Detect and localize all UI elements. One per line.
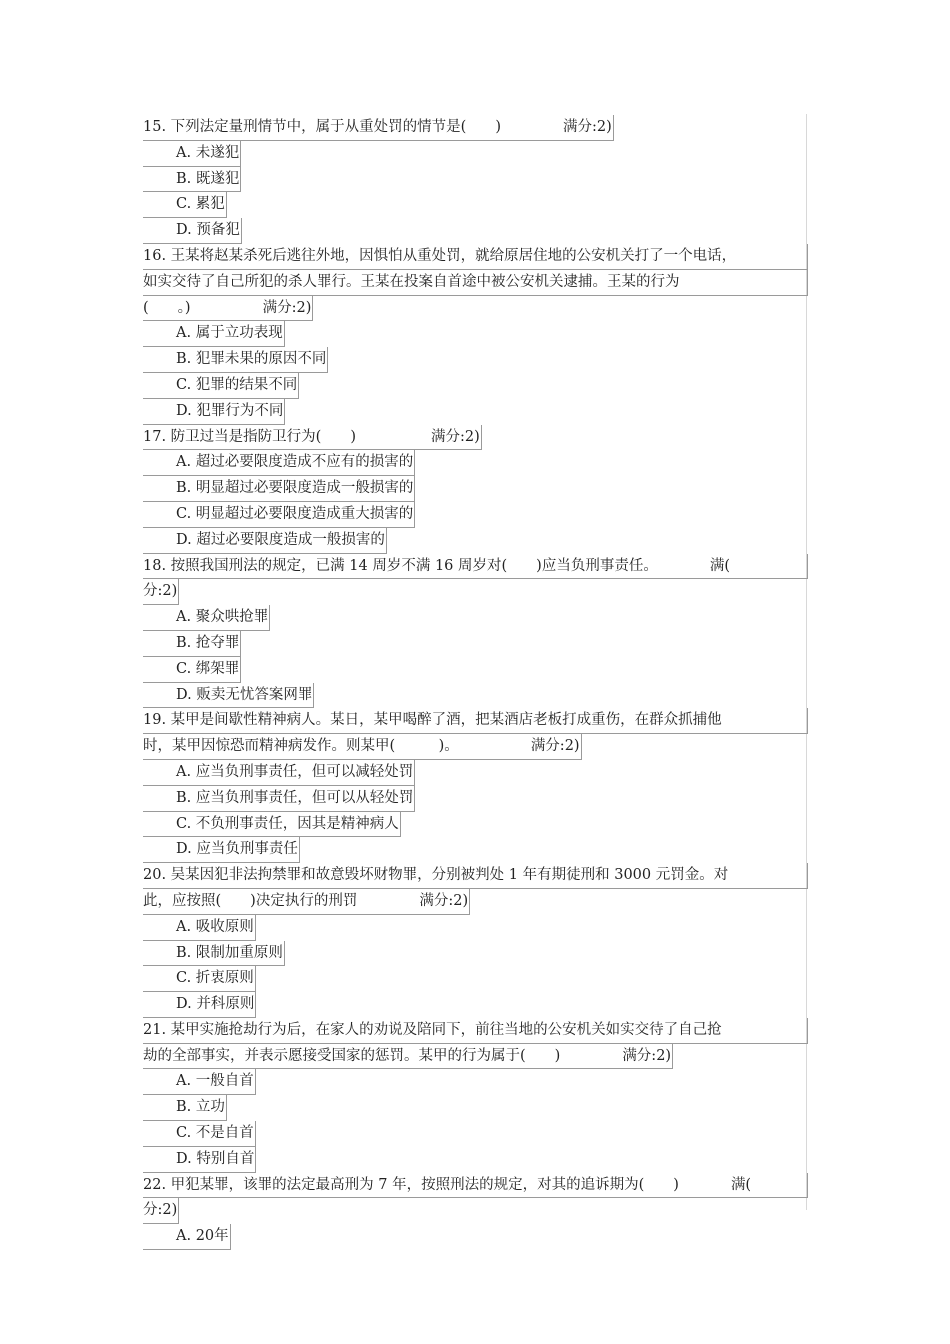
- question-list: [143, 115, 808, 1250]
- question-20: [143, 863, 808, 915]
- question-16: [143, 244, 808, 321]
- question-21: [143, 1018, 808, 1070]
- question-18: [143, 554, 808, 606]
- score-label: 满(: [709, 557, 730, 574]
- question-text-line-2: 如实交待了自己所犯的杀人罪行。王某在投案自首途中被公安机关逮捕。王某的行为: [143, 270, 808, 296]
- option-d[interactable]: D. 犯罪行为不同: [143, 399, 808, 425]
- score-label: 满分:2): [530, 738, 580, 755]
- question-text-line-1: 19. 某甲是间歇性精神病人。某日，某甲喝醉了酒，把某酒店老板打成重伤，在群众抓捕他: [143, 708, 808, 734]
- option-d[interactable]: D. 预备犯: [143, 218, 808, 244]
- option-c[interactable]: C. 犯罪的结果不同: [143, 373, 808, 399]
- question-text-line-2: 劫的全部事实，并表示愿接受国家的惩罚。某甲的行为属于( ) 满分:2): [143, 1044, 673, 1070]
- score-label: 满分:2): [430, 428, 480, 445]
- option-b[interactable]: B. 明显超过必要限度造成一般损害的: [143, 476, 808, 502]
- question-text-line-2: 分:2): [143, 1198, 179, 1224]
- option-a[interactable]: A. 聚众哄抢罪: [143, 605, 808, 631]
- option-c[interactable]: C. 绑架罪: [143, 657, 808, 683]
- score-label: 满分:2): [622, 1047, 672, 1064]
- question-22: [143, 1173, 808, 1225]
- option-c[interactable]: C. 不是自首: [143, 1121, 808, 1147]
- question-19: [143, 708, 808, 760]
- option-b[interactable]: B. 立功: [143, 1095, 808, 1121]
- option-c[interactable]: C. 累犯: [143, 192, 808, 218]
- option-c[interactable]: C. 折衷原则: [143, 966, 808, 992]
- score-label: 满(: [730, 1176, 752, 1193]
- option-c[interactable]: C. 不负刑事责任，因其是精神病人: [143, 812, 808, 838]
- score-label: 满分:2): [262, 299, 312, 316]
- question-text-line-2: 分:2): [143, 579, 179, 605]
- question-text-line-1: 16. 王某将赵某杀死后逃往外地，因惧怕从重处罚，就给原居住地的公安机关打了一个电话，: [143, 244, 808, 270]
- option-b[interactable]: B. 限制加重原则: [143, 941, 808, 967]
- option-a[interactable]: A. 应当负刑事责任，但可以减轻处罚: [143, 760, 808, 786]
- option-d[interactable]: D. 并科原则: [143, 992, 808, 1018]
- question-text-line-1: 21. 某甲实施抢劫行为后，在家人的劝说及陪同下，前往当地的公安机关如实交待了自己抢: [143, 1018, 808, 1044]
- question-15: [143, 115, 808, 141]
- question-text-line-2: 此，应按照( )决定执行的刑罚 满分:2): [143, 889, 470, 915]
- question-17: [143, 425, 808, 451]
- question-text: 15. 下列法定量刑情节中，属于从重处罚的情节是( ) 满分:2): [143, 115, 614, 141]
- option-d[interactable]: D. 应当负刑事责任: [143, 837, 808, 863]
- option-b[interactable]: B. 抢夺罪: [143, 631, 808, 657]
- option-b[interactable]: B. 应当负刑事责任，但可以从轻处罚: [143, 786, 808, 812]
- score-label: 满分:2): [562, 119, 612, 135]
- option-c[interactable]: C. 明显超过必要限度造成重大损害的: [143, 502, 808, 528]
- option-b[interactable]: B. 犯罪未果的原因不同: [143, 347, 808, 373]
- question-text: 17. 防卫过当是指防卫行为( ) 满分:2): [143, 425, 482, 451]
- option-a[interactable]: A. 20年: [143, 1224, 808, 1250]
- option-d[interactable]: D. 特别自首: [143, 1147, 808, 1173]
- question-text-line-1: 20. 吴某因犯非法拘禁罪和故意毁坏财物罪，分别被判处 1 年有期徒刑和 3000 元罚金。对: [143, 863, 808, 889]
- option-a[interactable]: A. 超过必要限度造成不应有的损害的: [143, 450, 808, 476]
- option-a[interactable]: A. 一般自首: [143, 1069, 808, 1095]
- question-text-line-3: ( 。) 满分:2): [143, 296, 313, 322]
- option-d[interactable]: D. 贩卖无忧答案网罪: [143, 683, 808, 709]
- option-a[interactable]: A. 吸收原则: [143, 915, 808, 941]
- score-label: 满分:2): [419, 892, 469, 909]
- option-a[interactable]: A. 未遂犯: [143, 141, 808, 167]
- option-d[interactable]: D. 超过必要限度造成一般损害的: [143, 528, 808, 554]
- question-text-line-2: 时，某甲因惊恐而精神病发作。则某甲( )。 满分:2): [143, 734, 582, 760]
- option-b[interactable]: B. 既遂犯: [143, 167, 808, 193]
- question-text-line-1: 22. 甲犯某罪，该罪的法定最高刑为 7 年，按照刑法的规定，对其的追诉期为( ) 满(: [143, 1173, 808, 1199]
- option-a[interactable]: A. 属于立功表现: [143, 321, 808, 347]
- question-text-line-1: 18. 按照我国刑法的规定，已满 14 周岁不满 16 周岁对( )应当负刑事责任。 满(: [143, 554, 808, 580]
